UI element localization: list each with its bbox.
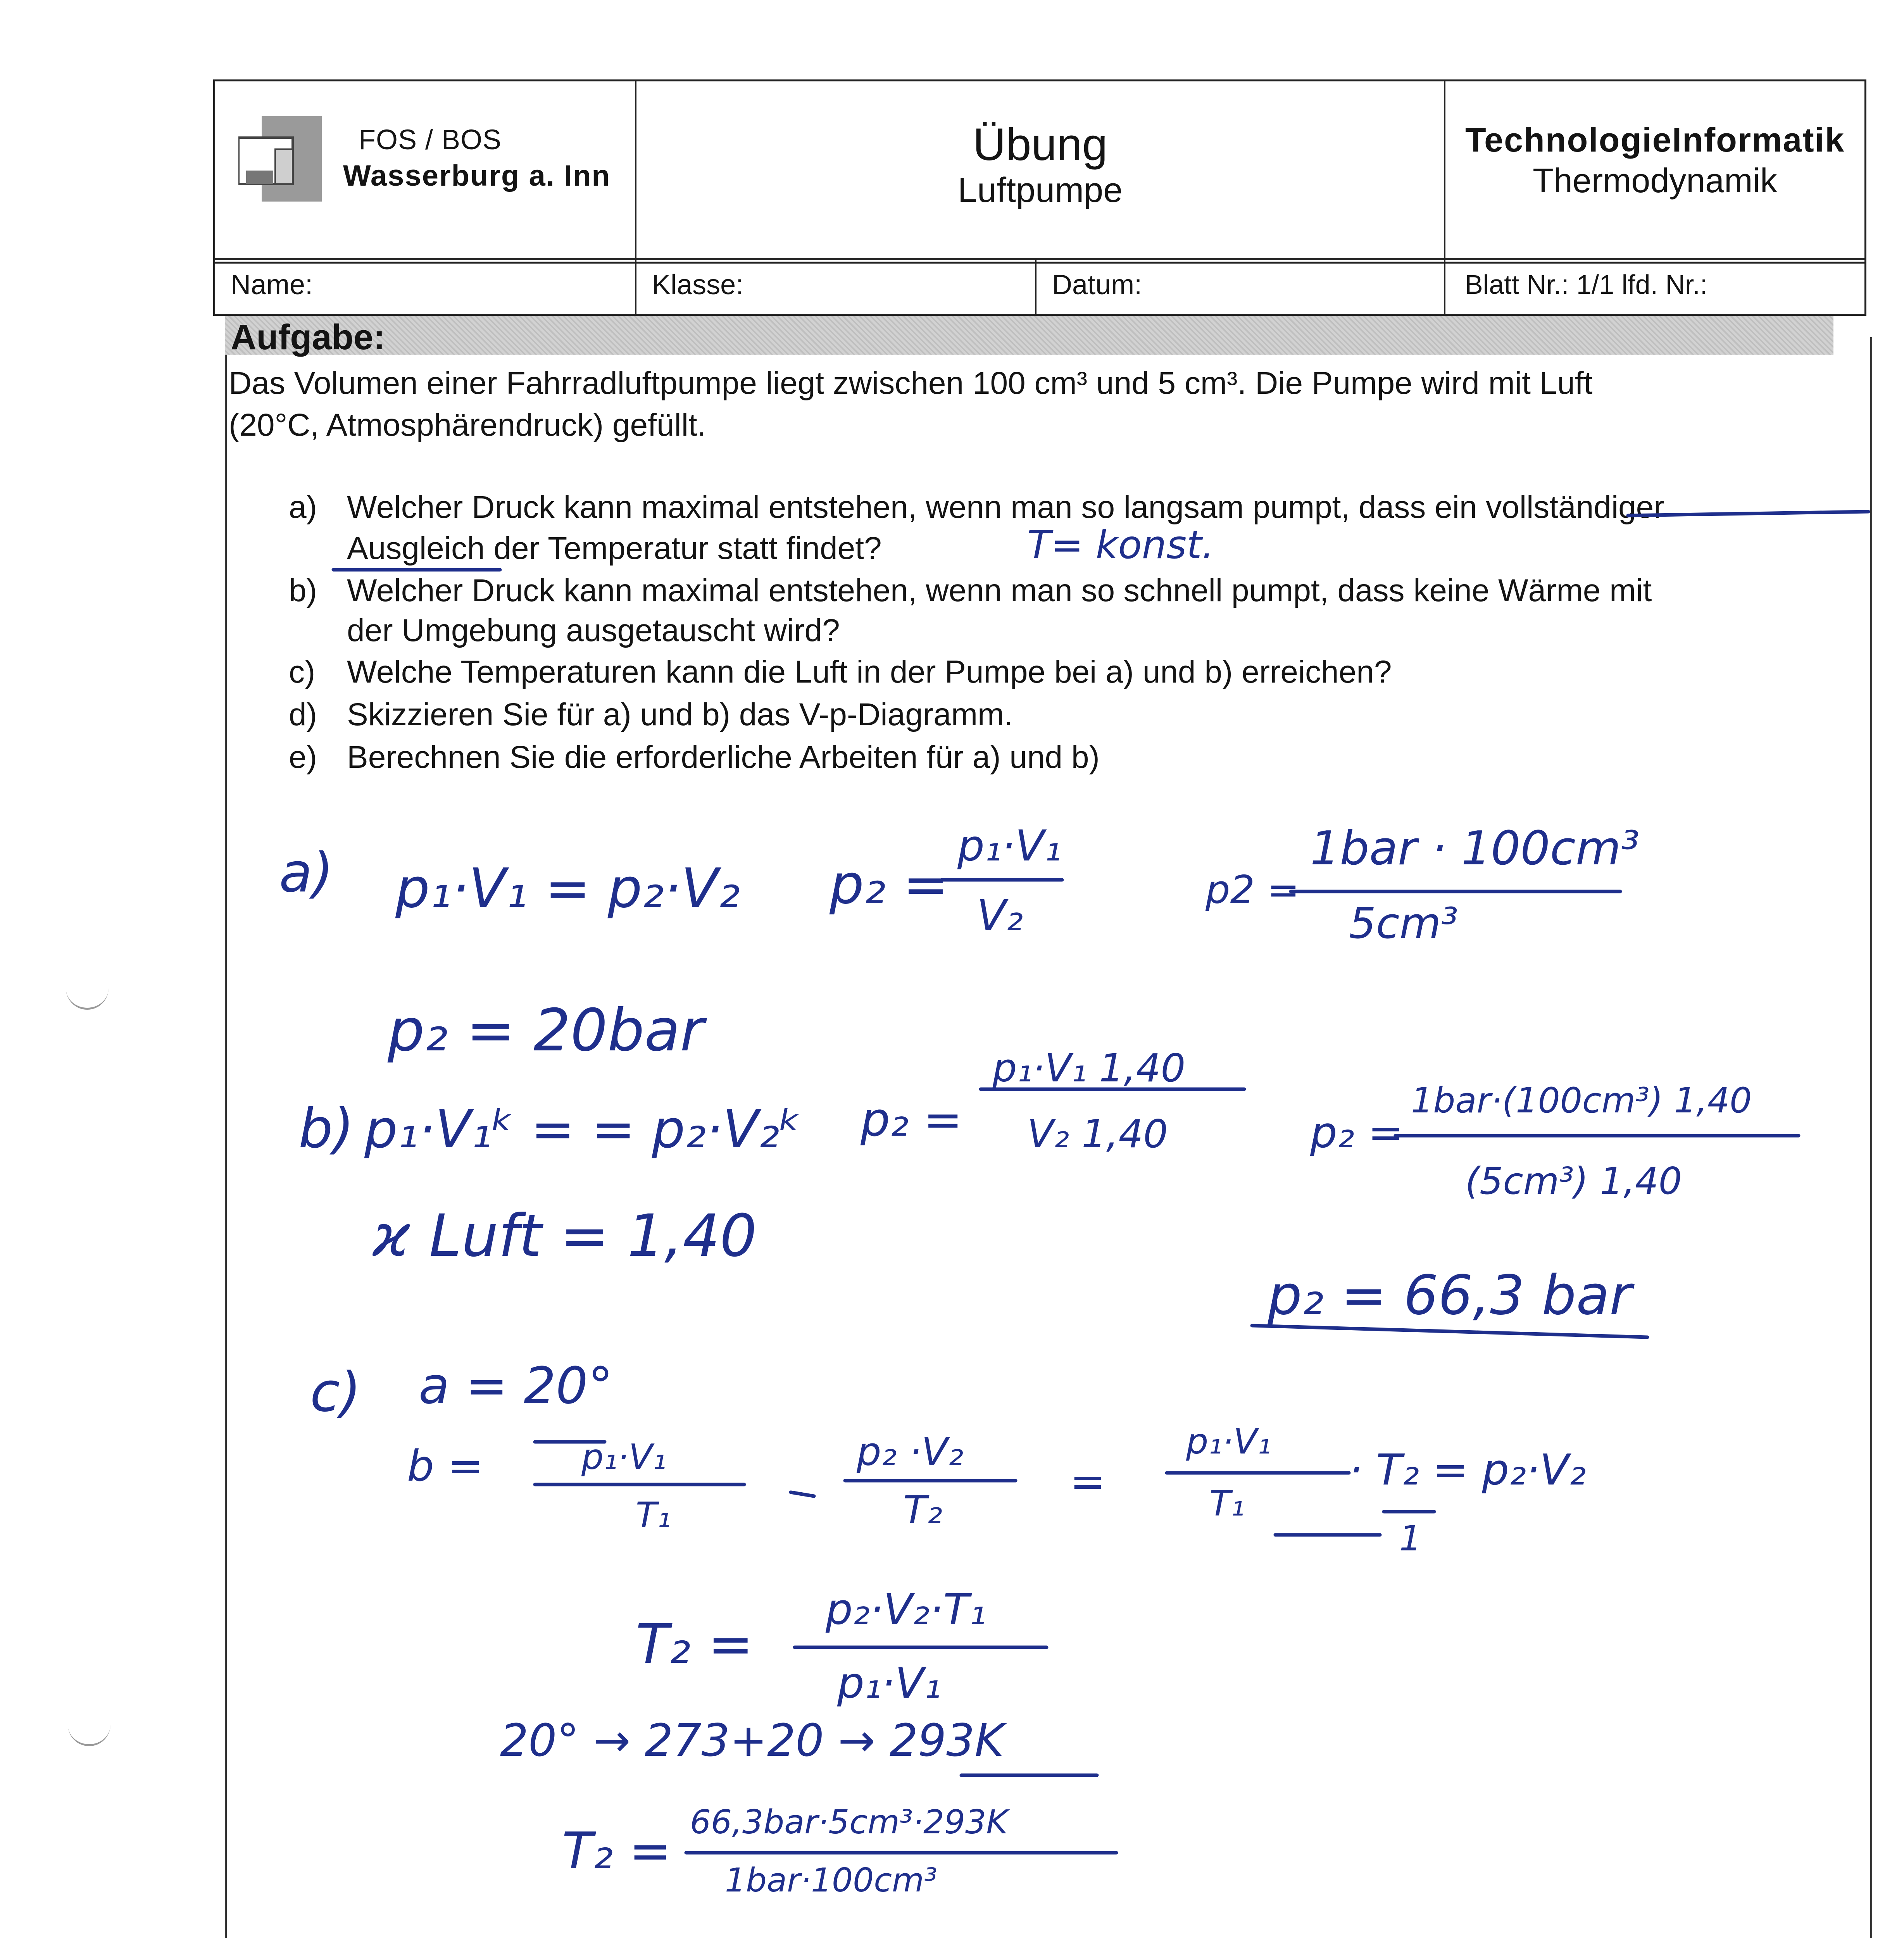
task-intro-line2: (20°C, Atmosphärendruck) gefüllt. [229, 407, 706, 443]
part-c-frac3-num: p₁·V₁ [1186, 1421, 1271, 1462]
handwritten-underline [1252, 1326, 1647, 1337]
name-field-label: Name: [231, 269, 313, 300]
part-c-t2-num: p₂·V₂·T₁ [826, 1585, 986, 1634]
part-b-eq2-den: V₂ 1,40 [1027, 1111, 1168, 1157]
part-a-eq2-num: p₁·V₁ [957, 821, 1062, 871]
part-c-label: c) [310, 1361, 361, 1424]
part-c-t2-den: p₁·V₁ [837, 1658, 942, 1708]
part-c-line2-lhs: b = [407, 1441, 483, 1491]
question-c: c) Welche Temperaturen kann die Luft in der Pumpe bei a) und b) erreichen? [289, 654, 1392, 690]
part-b-eq3-den: (5cm³) 1,40 [1465, 1160, 1682, 1203]
task-intro-line1: Das Volumen einer Fahrradluftpumpe liegt zwischen 100 cm³ und 5 cm³. Die Pumpe wird mit Luft [229, 366, 1593, 401]
part-a-eq3-num: 1bar · 100cm³ [1310, 822, 1640, 876]
part-c-frac2-den: T₂ [903, 1487, 943, 1533]
part-c-frac3-den: T₁ [1209, 1483, 1245, 1524]
class-field-label: Klasse: [652, 269, 744, 300]
part-c-line1: a = 20° [419, 1356, 613, 1415]
part-b-eq3-num: 1bar·(100cm³) 1,40 [1411, 1080, 1752, 1121]
part-c-conversion: 20° → 273+20 → 293K [500, 1715, 1004, 1767]
part-a-eq2-lhs: p₂ = [830, 853, 949, 916]
question-b: b) Welcher Druck kann maximal entstehen, wenn man so schnell pumpt, dass keine Wärme mit [289, 573, 1652, 608]
part-a-result: p₂ = 20bar [388, 997, 704, 1064]
question-b-line2: der Umgebung ausgetauscht wird? [347, 613, 840, 648]
question-d: d) Skizzieren Sie für a) und b) das V-p-Diagramm. [289, 697, 1013, 732]
part-b-label: b) [298, 1097, 354, 1160]
part-c-frac1-num: p₁·V₁ [581, 1437, 667, 1478]
subject-name: TechnologieInformatik [1465, 121, 1845, 159]
part-a-eq3-den: 5cm³ [1349, 898, 1458, 948]
note-t-konst: T= konst. [1027, 522, 1214, 567]
part-b-eq3-lhs: p₂ = [1310, 1108, 1404, 1157]
part-c-frac1-den: T₁ [636, 1495, 671, 1536]
page-subtitle: Luftpumpe [957, 171, 1123, 210]
handwritten-underline [1628, 512, 1868, 516]
part-c-eq-sign: = [1070, 1457, 1106, 1506]
part-c-t2-lhs: T₂ = [636, 1613, 754, 1676]
date-field-label: Datum: [1052, 269, 1142, 300]
question-e: e) Berechnen Sie die erforderliche Arbeiten für a) und b) [289, 740, 1100, 775]
page-title: Übung [973, 119, 1108, 170]
part-b-eq2-lhs: p₂ = [861, 1093, 962, 1147]
part-a-eq3-lhs: p2 = [1206, 867, 1300, 912]
subject-topic: Thermodynamik [1533, 161, 1777, 200]
part-b-eq1: p₁·V₁ᵏ = = p₂·V₂ᵏ [364, 1099, 802, 1160]
part-c-calc-den: 1bar·100cm³ [725, 1861, 937, 1900]
part-c-one: 1 [1399, 1518, 1422, 1559]
part-a-label: a) [279, 841, 334, 905]
sheet-number-label: Blatt Nr.: 1/1 lfd. Nr.: [1465, 269, 1708, 300]
school-line1: FOS / BOS [359, 124, 502, 155]
part-b-kappa: ϰ Luft = 1,40 [372, 1202, 757, 1270]
part-b-result: p₂ = 66,3 bar [1268, 1264, 1632, 1327]
part-c-calc-lhs: T₂ = [562, 1821, 671, 1880]
part-c-calc-num: 66,3bar·5cm³·293K [690, 1803, 1008, 1841]
part-c-tail: · T₂ = p₂·V₂ [1349, 1445, 1586, 1495]
part-b-eq2-num: p₁·V₁ 1,40 [992, 1045, 1186, 1091]
part-a-eq2-den: V₂ [977, 891, 1023, 940]
part-a-eq1: p₁·V₁ = p₂·V₂ [395, 857, 740, 920]
school-line2: Wasserburg a. Inn [343, 159, 611, 192]
question-a-line2: Ausgleich der Temperatur statt findet? [347, 531, 882, 566]
question-a: a) Welcher Druck kann maximal entstehen, wenn man so langsam pumpt, dass ein vollständiger [289, 490, 1664, 525]
part-c-frac2-num: p₂ ·V₂ [857, 1429, 964, 1474]
task-heading: Aufgabe: [231, 317, 385, 357]
